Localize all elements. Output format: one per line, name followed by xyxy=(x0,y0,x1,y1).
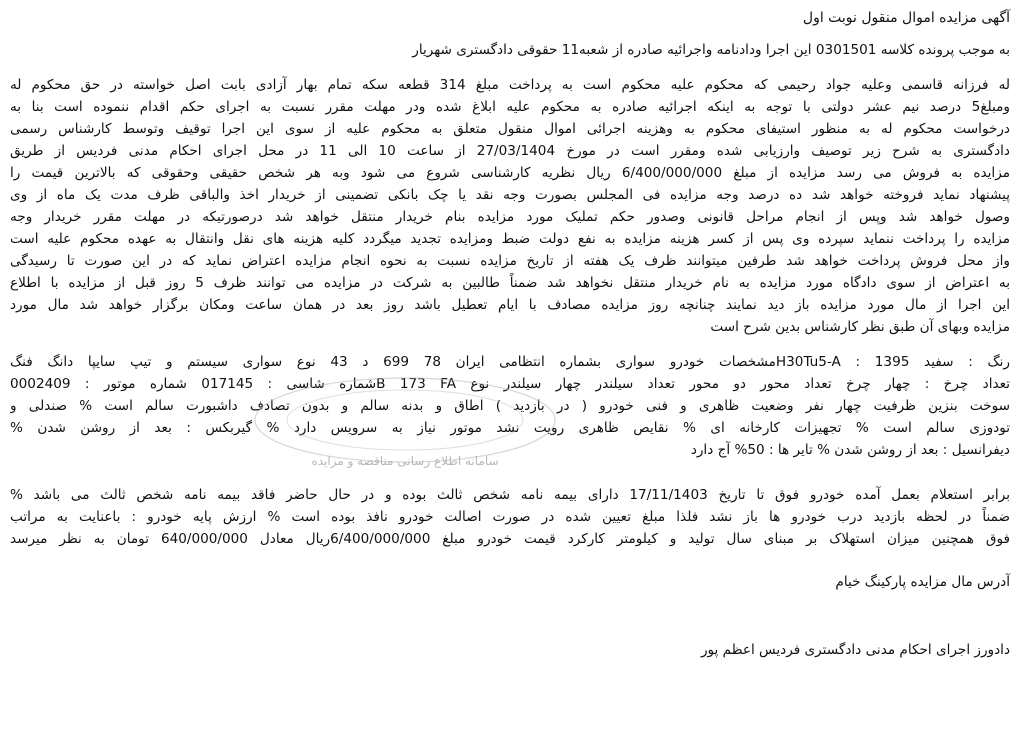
paragraph-line: تودوزی سالم است % تجهیزات کارخانه ای % نقایص ظاهری رویت نشد موتور نیاز به سرویس دارد % گیربکس : بعد از روشن شدن % xyxy=(10,420,1010,436)
paragraph-line: سوخت بنزین ظرفیت چهار نفر وضعیت ظاهری و فنی خودرو ( در بازدید ) اطاق و بدنه سالم و بدون تصادف داشبورت سالم است % صندلی و xyxy=(10,398,1010,414)
paragraph-line: این اجرا از مال مورد مزایده باز دید نمایند چنانچه روز مزایده مصادف با ایام تعطیل باشد روز بعد در همان ساعت ومکان برگزار خواهد شد مال مورد xyxy=(10,297,1010,313)
paragraph-line: واز محل فروش پرداخت خواهد شد طرفین میتوانند ظرف یک هفته از تاریخ مزایده نسبت به نحوه انجام مزایده اعتراض نماید که در این صورت تا رسیدگی xyxy=(10,253,1010,269)
paragraph-line: مزایده به فروش می رسد مزایده از مبلغ 6/400/000/000 ریال نظریه کارشناسی شروع می شود وبه هر شخص حقیقی وحقوقی که بالاترین قیمت را xyxy=(10,165,1010,181)
paragraph-line: به اعتراض از سوی دادگاه مورد مزایده به نام خریدار منتقل نخواهد شد ضمناً طالبین به شرکت در مزایده می توانند ظرف 5 روز قبل از مزایده با اطلاع xyxy=(10,275,1010,291)
paragraph-line: ضمناً در لحظه بازدید درب خودرو ها باز نشد فلذا مبلغ تعیین شده در صورت اصالت خودرو نافذ بوده است % ارزش پایه خودرو : باعنایت به مراتب xyxy=(10,509,1010,525)
paragraph-line: فوق همچنین میزان استهلاک بر مبنای سال تولید و کیلومتر کارکرد قیمت خودرو مبلغ 6/400/000/000ریال معادل 640/000/000 تومان به نظر میرسد xyxy=(10,531,1010,547)
watermark-text: سامانه اطلاع رسانی مناقصه و مزایده xyxy=(311,454,499,468)
paragraph-line: مزایده وبهای آن طبق نظر کارشناس بدین شرح است xyxy=(710,319,1010,335)
signature-line: دادورز اجرای احکام مدنی دادگستری فردیس اعظم پور xyxy=(700,642,1010,658)
paragraph-line: برابر استعلام بعمل آمده خودرو فوق تا تاریخ 17/11/1403 دارای بیمه نامه شخص ثالث بوده و در حال حاضر فاقد بیمه نامه شخص ثالث می باشد % xyxy=(10,487,1010,503)
paragraph-line: درخواست محکوم له به منظور استیفای محکوم به وهزینه اجرائی اموال منقول متعلق به محکوم علیه از سوی این اجرا توقیف وتوسط کارشناس رسمی xyxy=(10,121,1010,137)
paragraph-line: دیفرانسیل : بعد از روشن شدن % تایر ها : 50% آج دارد xyxy=(690,442,1010,458)
auction-address: آدرس مال مزایده پارکینگ خیام xyxy=(835,574,1010,590)
notice-subtitle: به موجب پرونده کلاسه 0301501 این اجرا ودادنامه واجرائیه صادره از شعبه11 حقوقی دادگستری شهریار xyxy=(412,42,1010,58)
paragraph-line: تعداد چرخ : چهار چرخ تعداد محور دو محور تعداد سیلندر چهار سیلندر نوع B 173 FAشماره شاسی : 017145 شماره موتور : 0002409 xyxy=(10,376,1010,392)
paragraph-line: وصول خواهد شد وپس از انجام مراحل قانونی وصدور حکم تملیک مورد مزایده بنام خریدار منتقل خواهد شد درصورتیکه در مهلت مقرر خریدار وجه xyxy=(10,209,1010,225)
paragraph-line: پیشنهاد نماید فروخته خواهد شد ده درصد وجه مزایده فی المجلس بصورت وجه نقد یا چک بانکی تضمینی از خریدار اخذ والباقی ظرف مدت یک ماه از وی xyxy=(10,187,1010,203)
notice-title: آگهی مزایده اموال منقول نوبت اول xyxy=(802,10,1010,26)
paragraph-line: ومبلغ5 درصد نیم عشر دولتی با توجه به اینکه اجرائیه صادره به محکوم علیه ابلاغ شده ودر مهلت مقرر نسبت به اجرای حکم اقدام ننموده است بنا به xyxy=(10,99,1010,115)
paragraph-line: له فرزانه قاسمی وعلیه جواد رحیمی که محکوم علیه محکوم است به پرداخت مبلغ 314 قطعه سکه تمام بهار آزادی بابت اصل خواسته در حق محکوم له xyxy=(10,77,1010,93)
paragraph-line: دادگستری به شرح زیر توصیف وارزیابی شده ومقرر است در مورخ 27/03/1404 از ساعت 10 الی 11 در محل اجرای احکام مدنی فردیس از طریق xyxy=(10,143,1010,159)
paragraph-line: مزایده را پرداخت ننماید سپرده وی پس از کسر هزینه مزایده به نفع دولت ضبط ومزایده تجدید میگردد کلیه هزینه های نقل وانتقال به عهده محکوم علیه است xyxy=(10,231,1010,247)
paragraph-line: رنگ : سفید 1395 : H30Tu5-Aمشخصات خودرو سواری بشماره انتظامی ایران 78 699 د 43 نوع سواری سیستم و تیپ سایپا دانگ فنگ xyxy=(10,354,1010,370)
